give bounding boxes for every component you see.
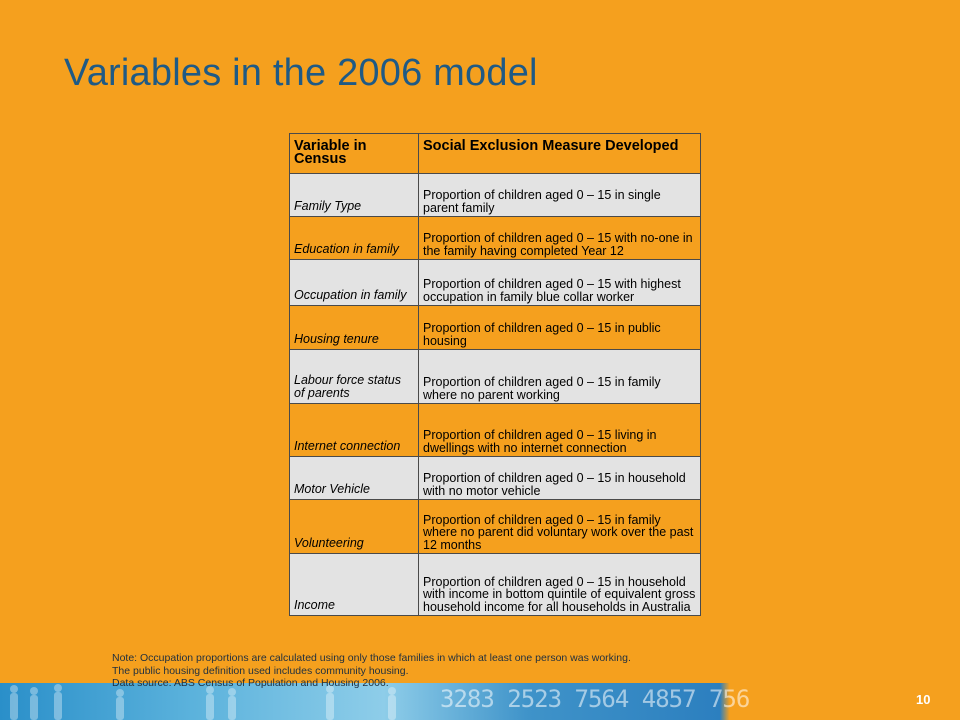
table-row bbox=[290, 217, 701, 260]
page-number: 10 bbox=[916, 692, 931, 707]
measure-cell: Proportion of children aged 0 – 15 in family where no parent did voluntary work over the past 12 months bbox=[419, 500, 701, 554]
variable-cell: Income bbox=[290, 554, 419, 616]
table-row bbox=[290, 554, 701, 616]
table-row bbox=[290, 404, 701, 457]
variable-cell: Education in family bbox=[290, 217, 419, 260]
table-row bbox=[290, 260, 701, 306]
variable-cell: Internet connection bbox=[290, 404, 419, 457]
variable-cell: Volunteering bbox=[290, 500, 419, 554]
table-row bbox=[290, 174, 701, 217]
measure-cell: Proportion of children aged 0 – 15 in household with income in bottom quintile of equivalent gross household income for all households in Australia bbox=[419, 554, 701, 616]
measure-cell: Proportion of children aged 0 – 15 in household with no motor vehicle bbox=[419, 457, 701, 500]
variable-cell: Family Type bbox=[290, 174, 419, 217]
header-variable: Variable in Census bbox=[290, 134, 419, 174]
variable-cell: Motor Vehicle bbox=[290, 457, 419, 500]
table-row bbox=[290, 350, 701, 404]
slide-title: Variables in the 2006 model bbox=[64, 52, 538, 94]
notes-block bbox=[112, 652, 631, 690]
measure-cell: Proportion of children aged 0 – 15 in family where no parent working bbox=[419, 350, 701, 404]
measure-cell: Proportion of children aged 0 – 15 with highest occupation in family blue collar worker bbox=[419, 260, 701, 306]
measure-cell: Proportion of children aged 0 – 15 living in dwellings with no internet connection bbox=[419, 404, 701, 457]
measure-cell: Proportion of children aged 0 – 15 with no-one in the family having completed Year 12 bbox=[419, 217, 701, 260]
note-line: Note: Occupation proportions are calculated using only those families in which at least one person was working. bbox=[112, 652, 631, 664]
table-header-row bbox=[290, 134, 701, 174]
table-row bbox=[290, 457, 701, 500]
measure-cell: Proportion of children aged 0 – 15 in public housing bbox=[419, 306, 701, 350]
table-row bbox=[290, 306, 701, 350]
source-line: Data source: ABS Census of Population and Housing 2006. bbox=[112, 677, 389, 689]
measure-cell: Proportion of children aged 0 – 15 in single parent family bbox=[419, 174, 701, 217]
note-line: The public housing definition used includes community housing. bbox=[112, 664, 409, 677]
variable-cell: Housing tenure bbox=[290, 306, 419, 350]
variables-table bbox=[289, 133, 701, 616]
variable-cell: Labour force status of parents bbox=[290, 350, 419, 404]
variable-cell: Occupation in family bbox=[290, 260, 419, 306]
table-row bbox=[290, 500, 701, 554]
header-measure: Social Exclusion Measure Developed bbox=[419, 134, 701, 174]
footer-numbers: 3283 2523 7564 4857 756 bbox=[440, 685, 750, 713]
